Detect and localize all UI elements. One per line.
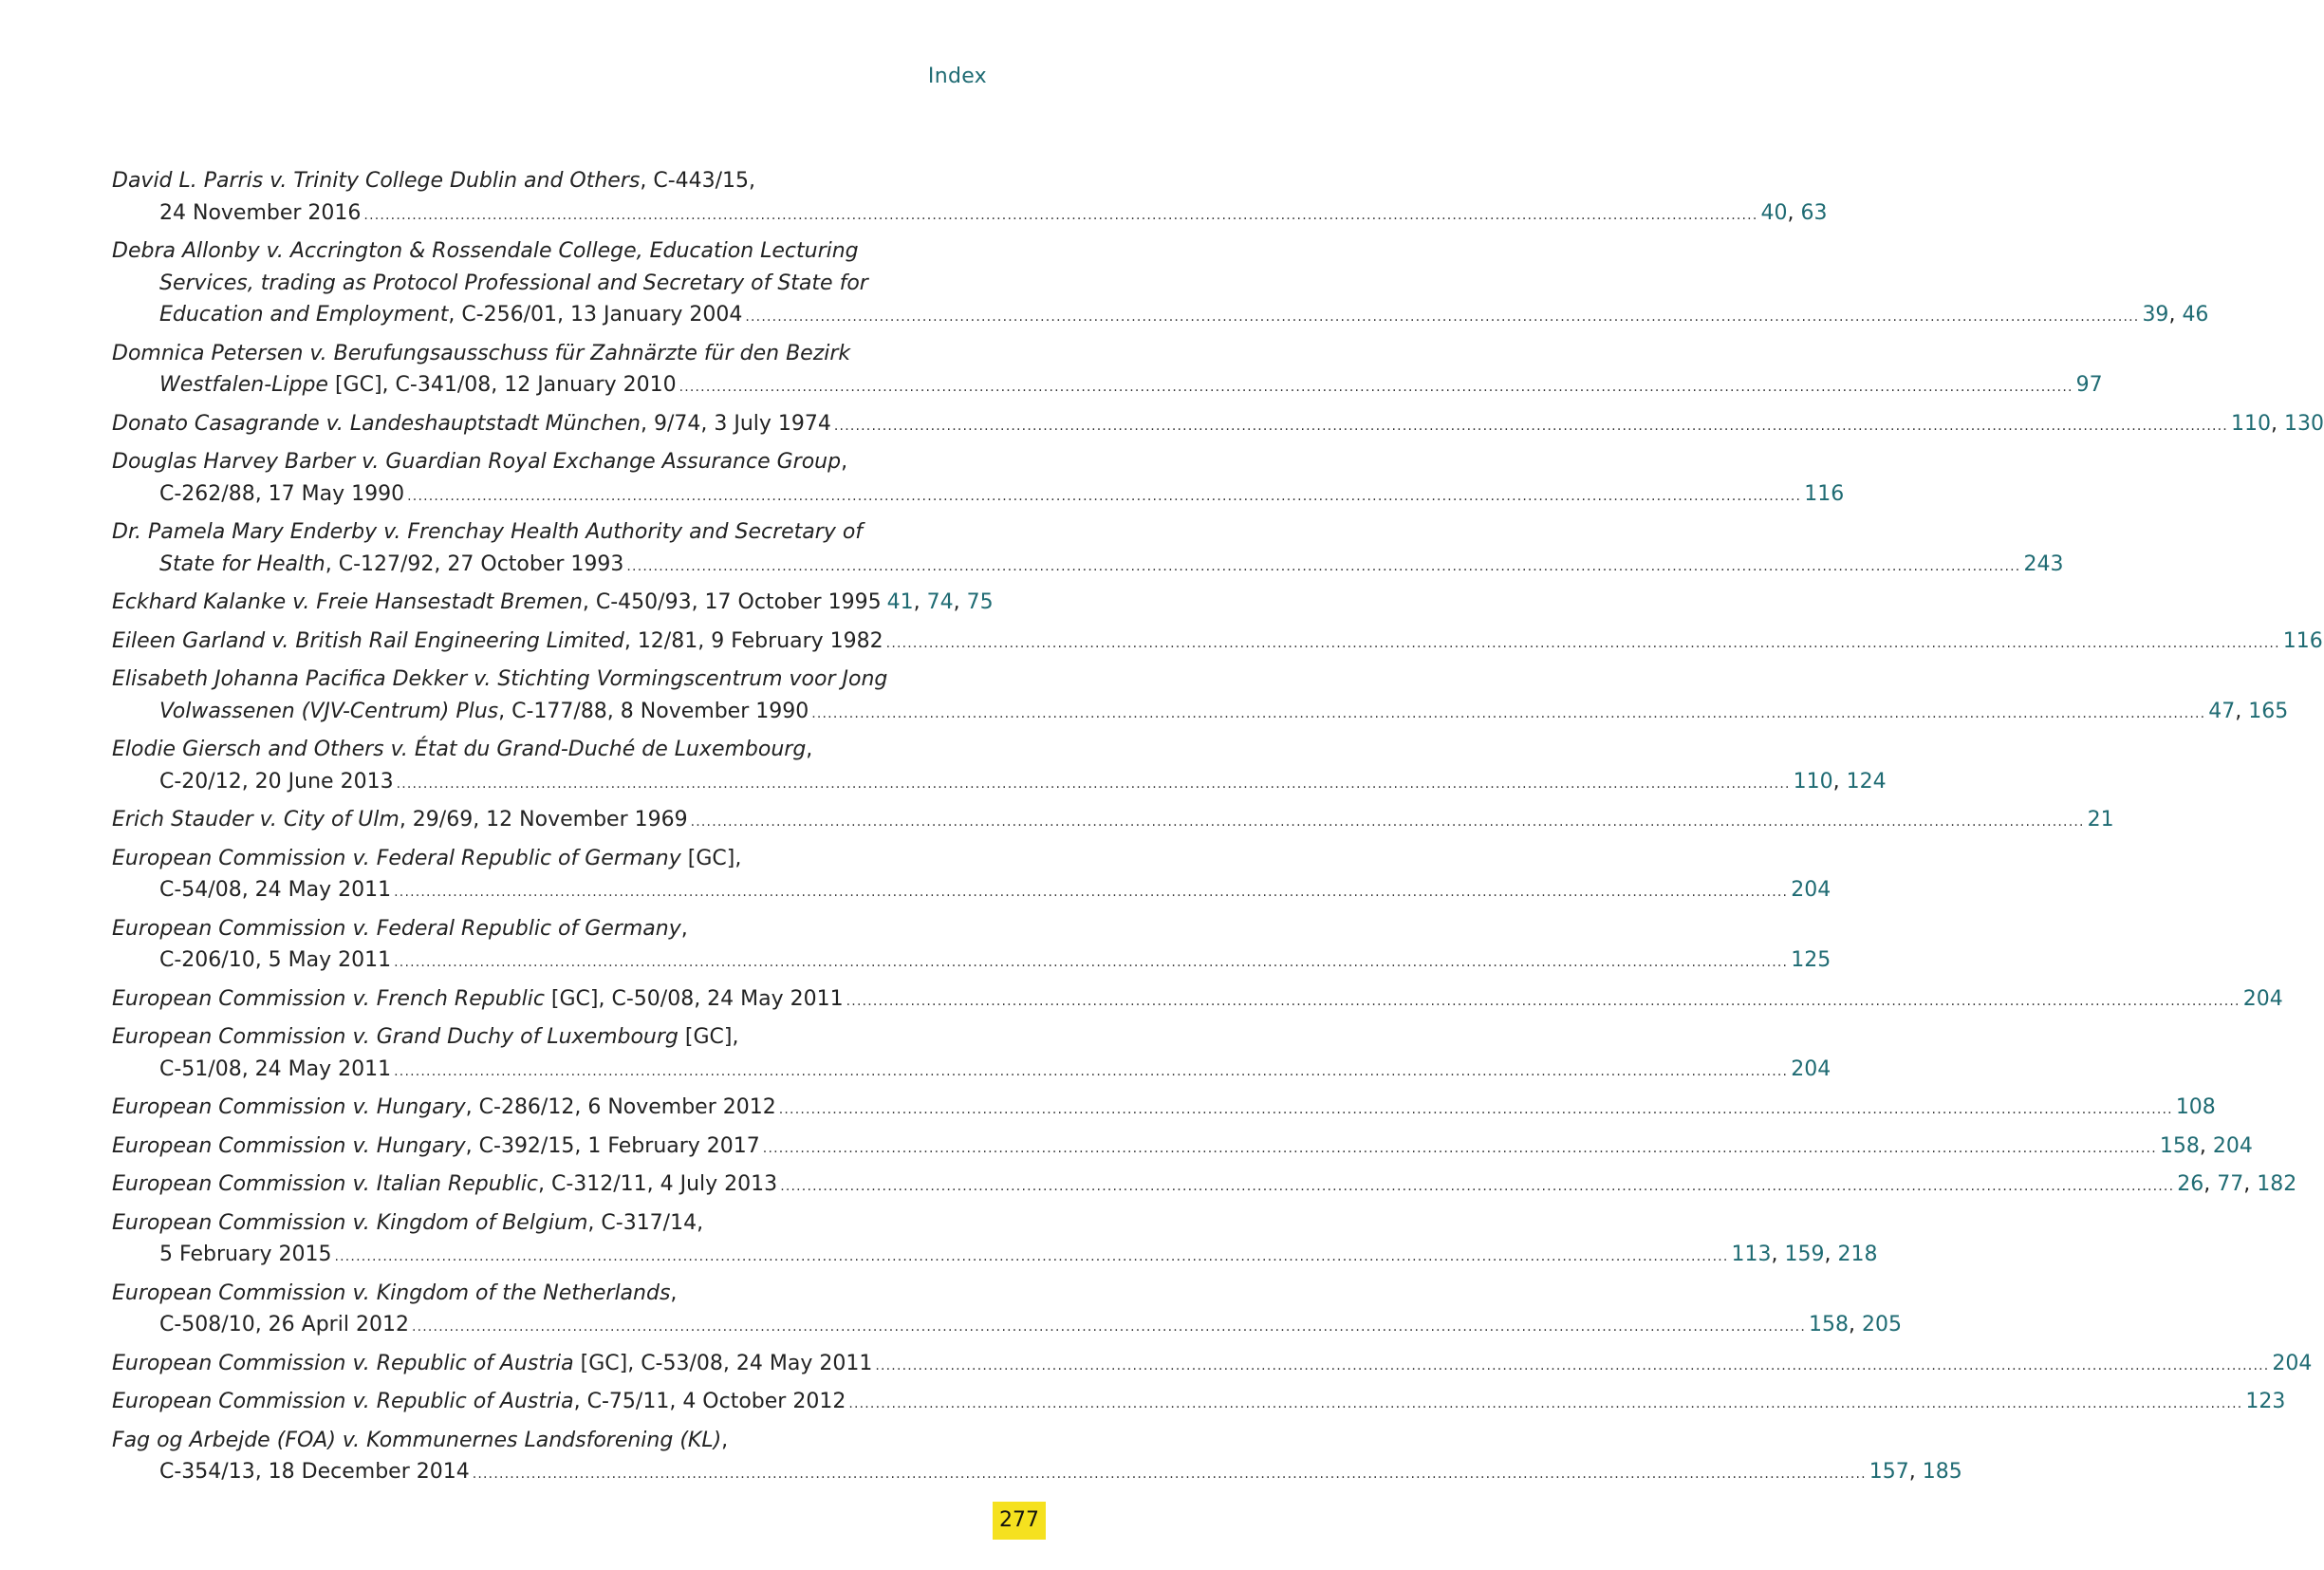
entry-text: [159, 1239, 331, 1271]
case-details: , C-317/14,: [587, 1210, 704, 1235]
entry-last-line: [112, 1386, 2286, 1421]
entry-line: [112, 446, 951, 478]
dot-leader: ....................................................................................................................................................................................................................................................................: [626, 558, 2021, 574]
page-references: [1791, 874, 1831, 906]
dot-leader: ....................................................................................................................................................................................................................................................................: [690, 814, 2085, 830]
dot-leader: ....................................................................................................................................................................................................................................................................: [394, 1063, 1789, 1079]
index-entry: [112, 516, 2064, 583]
entry-last-line: [112, 299, 2209, 334]
page-references: [2160, 1131, 2253, 1163]
page-link[interactable]: 113: [1731, 1243, 1772, 1266]
dot-leader: ....................................................................................................................................................................................................................................................................: [811, 705, 2206, 721]
case-details: ,: [841, 450, 848, 474]
entry-text: [112, 408, 831, 440]
case-name: European Commission v. Kingdom of Belgium: [112, 1210, 588, 1235]
case-details: C-508/10, 26 April 2012: [159, 1313, 409, 1336]
case-name: European Commission v. Grand Duchy of Luxembourg: [112, 1025, 679, 1049]
case-details: , C-177/88, 8 November 1990: [498, 699, 809, 723]
entry-text: [112, 804, 688, 836]
dot-leader: ....................................................................................................................................................................................................................................................................: [745, 309, 2140, 325]
entry-line: [112, 338, 951, 370]
index-entry: [112, 804, 2114, 839]
entry-last-line: [112, 587, 994, 622]
page-references: [1791, 944, 1831, 977]
entry-text: [159, 696, 809, 728]
page-references: [2177, 1168, 2296, 1201]
page-separator: ,: [2168, 303, 2183, 327]
case-details: [GC],: [680, 846, 742, 870]
page-link[interactable]: 46: [2182, 303, 2209, 327]
page-references: [1804, 478, 1844, 511]
index-entry: [112, 235, 2209, 334]
page-references: [2176, 1092, 2216, 1124]
page-link[interactable]: 26: [2177, 1172, 2204, 1196]
dot-leader: ....................................................................................................................................................................................................................................................................: [394, 885, 1789, 900]
entry-line: [112, 1207, 951, 1240]
case-details: , C-450/93, 17 October 1995: [582, 590, 882, 614]
entry-last-line: [112, 944, 1831, 980]
case-name: European Commission v. Federal Republic of Germany: [112, 916, 681, 941]
case-details: C-20/12, 20 June 2013: [159, 769, 394, 794]
case-name: European Commission v. Republic of Austria: [112, 1390, 574, 1413]
case-details: , 29/69, 12 November 1969: [399, 808, 688, 832]
page-references: [2088, 804, 2114, 836]
dot-leader: ....................................................................................................................................................................................................................................................................: [846, 993, 2240, 1009]
page-link[interactable]: 165: [2248, 699, 2289, 723]
case-name: Volwassenen (VJV-Centrum) Plus: [159, 699, 499, 723]
page-separator: ,: [1849, 1313, 1862, 1336]
page-references: [2076, 369, 2103, 402]
case-name: Westfalen-Lippe: [159, 373, 328, 397]
page-separator: ,: [1771, 1243, 1785, 1266]
case-details: , C-392/15, 1 February 2017: [465, 1133, 760, 1158]
entry-last-line: [112, 1348, 2313, 1383]
page-link[interactable]: 124: [1846, 769, 1887, 794]
page-references: [2231, 408, 2324, 440]
page-link[interactable]: 204: [2212, 1133, 2253, 1158]
case-name: Debra Allonby v. Accrington & Rossendale College, Education Lecturing: [112, 239, 859, 263]
entry-last-line: [112, 696, 2289, 731]
page-link[interactable]: 110: [1793, 769, 1833, 794]
entry-text: [112, 1348, 872, 1380]
case-details: , C-312/11, 4 July 2013: [537, 1172, 778, 1196]
entry-line: [112, 516, 951, 549]
entry-text: [112, 983, 844, 1016]
dot-leader: ....................................................................................................................................................................................................................................................................: [780, 1179, 2175, 1194]
dot-leader: ....................................................................................................................................................................................................................................................................: [762, 1140, 2157, 1156]
page-link[interactable]: 157: [1868, 1460, 1909, 1484]
case-details: C-262/88, 17 May 1990: [159, 481, 405, 506]
dot-leader: ....................................................................................................................................................................................................................................................................: [394, 955, 1789, 970]
case-name: Dr. Pamela Mary Enderby v. Frenchay Health Authority and Secretary of: [112, 520, 864, 544]
case-name: Education and Employment: [159, 303, 449, 327]
entry-last-line: [112, 408, 2324, 443]
case-details: 24 November 2016: [159, 200, 362, 225]
page-link[interactable]: 204: [1791, 878, 1831, 902]
case-name: Domnica Petersen v. Berufungsausschuss für Zahnärzte für den Bezirk: [112, 341, 851, 365]
case-name: Fag og Arbejde (FOA) v. Kommunernes Landsforening (KL): [112, 1428, 722, 1452]
entry-line: [112, 268, 951, 300]
index-entry: [112, 446, 1845, 513]
dot-leader: ....................................................................................................................................................................................................................................................................: [833, 418, 2228, 434]
entry-line: [112, 1278, 951, 1310]
dot-leader: ....................................................................................................................................................................................................................................................................: [407, 488, 1802, 504]
entry-last-line: [112, 983, 2283, 1019]
page-separator: ,: [1824, 1243, 1838, 1266]
case-details: 5 February 2015: [159, 1243, 332, 1266]
page-link[interactable]: 123: [2245, 1390, 2286, 1413]
entry-last-line: [112, 549, 2064, 584]
entry-text: [112, 626, 883, 658]
case-name: European Commission v. Republic of Austria: [112, 1351, 574, 1375]
page-references: [1760, 197, 1827, 230]
entry-text: [159, 1309, 409, 1341]
case-details: , C-127/92, 27 October 1993: [325, 551, 624, 576]
page-link[interactable]: 204: [1791, 1056, 1831, 1081]
page-link[interactable]: 74: [926, 590, 954, 614]
entry-line: [112, 165, 951, 197]
page-separator: ,: [913, 590, 927, 614]
page-link[interactable]: 243: [2023, 551, 2064, 576]
case-details: , 12/81, 9 February 1982: [623, 628, 883, 653]
page-link[interactable]: 204: [2272, 1351, 2313, 1375]
case-name: David L. Parris v. Trinity College Dublin and Others: [112, 169, 641, 193]
entry-last-line: [112, 369, 2103, 404]
entry-line: [112, 1425, 951, 1457]
case-details: , C-75/11, 4 October 2012: [573, 1390, 846, 1413]
entry-last-line: [112, 1131, 2253, 1166]
page-references: [1869, 1456, 1962, 1488]
page-separator: ,: [2199, 1133, 2213, 1158]
case-name: Elodie Giersch and Others v. État du Grand-Duché de Luxembourg: [112, 738, 807, 761]
entry-text: [112, 1131, 760, 1163]
case-name: European Commission v. Kingdom of the Netherlands: [112, 1280, 671, 1305]
page-link[interactable]: 204: [2242, 986, 2283, 1011]
index-entry: [112, 843, 1831, 909]
entry-line: [112, 734, 951, 766]
case-name: Eckhard Kalanke v. Freie Hansestadt Bremen: [112, 590, 583, 614]
page-references: [2283, 626, 2323, 658]
case-name: European Commission v. Hungary: [112, 1095, 466, 1119]
entry-last-line: [112, 1239, 1878, 1274]
entry-text: [159, 944, 391, 977]
dot-leader: ....................................................................................................................................................................................................................................................................: [875, 1357, 2270, 1374]
case-details: ,: [721, 1428, 729, 1452]
running-head: Index: [927, 65, 987, 88]
page-number: 277: [993, 1502, 1046, 1540]
page-references: [2142, 299, 2208, 331]
entry-text: [159, 369, 677, 402]
index-entry: [112, 664, 2289, 730]
page-link[interactable]: 158: [1809, 1313, 1849, 1336]
index-entry: [112, 1168, 2297, 1204]
page-separator: ,: [953, 590, 967, 614]
page-link[interactable]: 63: [1800, 200, 1828, 225]
page-separator: ,: [1832, 769, 1847, 794]
page-link[interactable]: 159: [1784, 1243, 1825, 1266]
page-link[interactable]: 158: [2159, 1133, 2200, 1158]
index-entry: [112, 734, 1887, 800]
dot-leader: ....................................................................................................................................................................................................................................................................: [334, 1249, 1729, 1264]
entry-last-line: [112, 874, 1831, 909]
page-link[interactable]: 218: [1837, 1243, 1878, 1266]
case-details: , C-256/01, 13 January 2004: [448, 303, 743, 327]
page-separator: ,: [2235, 699, 2249, 723]
page-link[interactable]: 130: [2283, 411, 2324, 436]
entry-last-line: [112, 766, 1887, 801]
entry-last-line: [112, 804, 2114, 839]
page-link[interactable]: 205: [1862, 1313, 1902, 1336]
dot-leader: ....................................................................................................................................................................................................................................................................: [848, 1396, 2243, 1411]
page-link[interactable]: 116: [2282, 628, 2323, 653]
case-details: , C-286/12, 6 November 2012: [465, 1095, 776, 1119]
entry-text: [112, 1386, 846, 1418]
index-entry: [112, 1348, 2313, 1383]
dot-leader: ....................................................................................................................................................................................................................................................................: [885, 635, 2280, 651]
entry-text: [112, 587, 882, 619]
index-entry: [112, 1425, 1962, 1491]
case-details: [GC], C-341/08, 12 January 2010: [327, 373, 677, 397]
index-entry: [112, 1278, 1902, 1344]
case-name: State for Health: [159, 551, 325, 576]
case-details: ,: [806, 738, 813, 761]
page-link[interactable]: 97: [2075, 373, 2103, 397]
case-name: European Commission v. Italian Republic: [112, 1172, 538, 1196]
page-references: [2272, 1348, 2312, 1380]
entry-last-line: [112, 1168, 2297, 1204]
page-references: [1809, 1309, 1902, 1341]
case-details: [GC], C-53/08, 24 May 2011: [573, 1351, 873, 1375]
case-name: Services, trading as Protocol Professional and Secretary of State for: [159, 271, 868, 295]
case-name: Eileen Garland v. British Rail Engineering Limited: [112, 628, 624, 653]
page-references: [2243, 983, 2283, 1016]
page-link[interactable]: 110: [2230, 411, 2271, 436]
dot-leader: ....................................................................................................................................................................................................................................................................: [679, 380, 2073, 395]
case-details: [GC], C-50/08, 24 May 2011: [544, 986, 844, 1011]
index-entry: [112, 1021, 1831, 1088]
page-references: [887, 587, 994, 619]
index-entry: [112, 165, 1828, 232]
entry-last-line: [112, 1092, 2216, 1127]
case-name: Erich Stauder v. City of Ulm: [112, 808, 400, 832]
page-separator: ,: [2203, 1172, 2218, 1196]
page-link[interactable]: 116: [1804, 481, 1845, 506]
page-references: [1791, 1054, 1831, 1086]
page-separator: ,: [2243, 1172, 2258, 1196]
page-link[interactable]: 21: [2087, 808, 2114, 832]
page-link[interactable]: 182: [2257, 1172, 2297, 1196]
entry-text: [159, 478, 404, 511]
case-details: C-51/08, 24 May 2011: [159, 1056, 392, 1081]
page-link[interactable]: 47: [2208, 699, 2236, 723]
page-link[interactable]: 75: [966, 590, 994, 614]
case-details: , 9/74, 3 July 1974: [640, 411, 831, 436]
entry-line: [112, 913, 951, 945]
page-link[interactable]: 108: [2175, 1095, 2216, 1119]
entry-line: [112, 1021, 951, 1054]
case-details: [GC],: [678, 1025, 739, 1049]
page-references: [1794, 766, 1887, 798]
entry-last-line: [112, 626, 2323, 661]
case-name: Douglas Harvey Barber v. Guardian Royal Exchange Assurance Group: [112, 450, 842, 474]
case-details: C-354/13, 18 December 2014: [159, 1460, 470, 1484]
page-references: [2023, 549, 2063, 581]
case-name: European Commission v. Federal Republic of Germany: [112, 846, 681, 870]
case-name: European Commission v. Hungary: [112, 1133, 466, 1158]
case-details: ,: [670, 1280, 678, 1305]
case-details: C-206/10, 5 May 2011: [159, 948, 392, 972]
index-entry: [112, 587, 994, 622]
case-name: Donato Casagrande v. Landeshauptstadt München: [112, 411, 641, 436]
case-name: European Commission v. French Republic: [112, 986, 545, 1011]
index-entry: [112, 408, 2324, 443]
entry-text: [159, 1456, 470, 1488]
entry-line: [112, 235, 951, 268]
index-entry: [112, 338, 2103, 404]
index-entry: [112, 1207, 1878, 1274]
index-entry: [112, 626, 2323, 661]
entry-line: [112, 664, 951, 696]
index-list: [112, 165, 2324, 1495]
entry-text: [112, 1168, 777, 1201]
page-link[interactable]: 39: [2142, 303, 2169, 327]
page-link[interactable]: 125: [1791, 948, 1831, 972]
page-link[interactable]: 77: [2217, 1172, 2244, 1196]
index-entry: [112, 913, 1831, 980]
entry-last-line: [112, 197, 1828, 233]
entry-last-line: [112, 1456, 1962, 1491]
page-separator: ,: [1908, 1460, 1923, 1484]
dot-leader: ....................................................................................................................................................................................................................................................................: [472, 1467, 1867, 1482]
entry-text: [159, 1054, 391, 1086]
index-entry: [112, 1092, 2216, 1127]
page-link[interactable]: 185: [1922, 1460, 1962, 1484]
case-details: ,: [680, 916, 688, 941]
index-entry: [112, 1131, 2253, 1166]
entry-text: [159, 766, 394, 798]
dot-leader: ....................................................................................................................................................................................................................................................................: [396, 776, 1791, 792]
case-details: , C-443/15,: [640, 169, 756, 193]
entry-last-line: [112, 1054, 1831, 1089]
entry-text: [159, 299, 742, 331]
entry-text: [159, 549, 623, 581]
page-references: [1732, 1239, 1878, 1271]
entry-line: [112, 843, 951, 875]
dot-leader: ....................................................................................................................................................................................................................................................................: [363, 207, 1758, 223]
case-name: Elisabeth Johanna Pacifica Dekker v. Stichting Vormingscentrum voor Jong: [112, 667, 888, 691]
entry-text: [159, 197, 361, 230]
dot-leader: ....................................................................................................................................................................................................................................................................: [778, 1102, 2173, 1117]
entry-text: [159, 874, 391, 906]
case-details: C-54/08, 24 May 2011: [159, 878, 392, 902]
entry-last-line: [112, 1309, 1902, 1344]
page-separator: ,: [1787, 200, 1801, 225]
page-references: [2245, 1386, 2285, 1418]
page-separator: ,: [2270, 411, 2284, 436]
entry-last-line: [112, 478, 1845, 514]
page-link[interactable]: 40: [1760, 200, 1788, 225]
page-references: [2208, 696, 2288, 728]
index-entry: [112, 1386, 2286, 1421]
page-link[interactable]: 41: [886, 590, 914, 614]
entry-text: [112, 1092, 776, 1124]
index-entry: [112, 983, 2283, 1019]
dot-leader: ....................................................................................................................................................................................................................................................................: [411, 1319, 1806, 1335]
